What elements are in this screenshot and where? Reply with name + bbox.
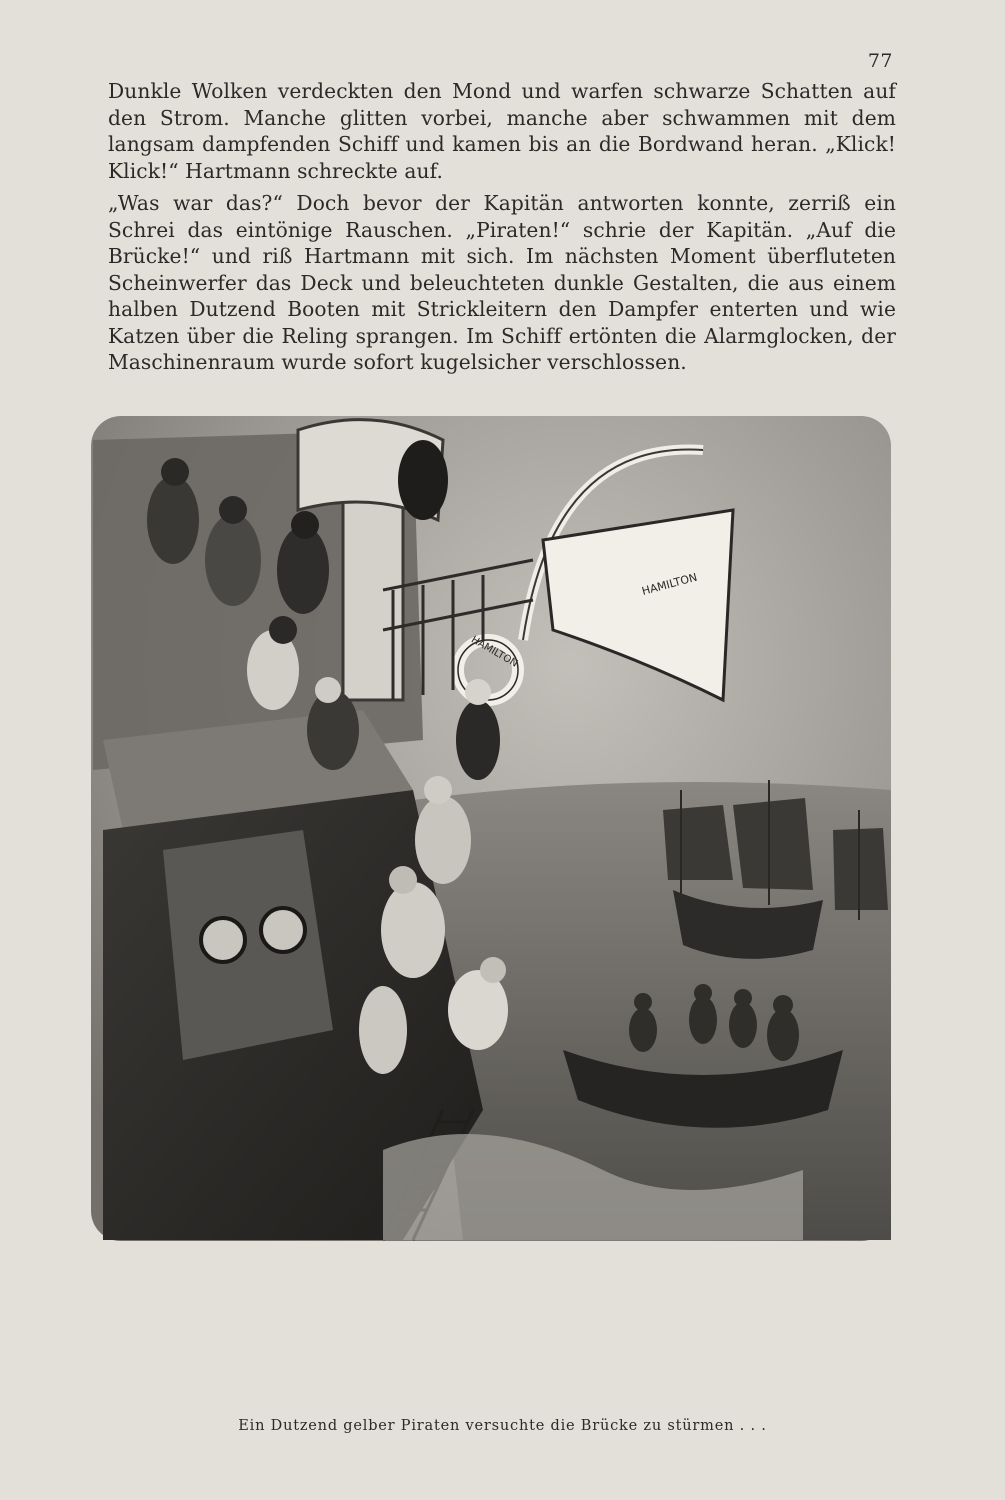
body-text [108,78,896,376]
hull-plate [163,830,333,1060]
pirate-attack-illustration [83,410,898,1245]
illustration-caption: Ein Dutzend gelber Piraten versuchte die Brücke zu stürmen . . . [238,1418,767,1434]
page-number: 77 [867,50,893,72]
illustration-drawing [83,410,898,1245]
porthole-1 [201,918,245,962]
porthole-2 [261,908,305,952]
lifeboat-name: HAMILTON [640,570,699,598]
paragraph-1: Dunkle Wolken verdeckten den Mond und warfen schwarze Schatten auf den Strom. Manche glitten vorbei, manche aber schwammen mit dem langsam dampfenden Schiff und kamen bis an die Bordwand heran. „Klick! Klick!“ Hartmann schreckte auf. [108,79,896,183]
paragraph-2: „Was war das?“ Doch bevor der Kapitän antworten konnte, zerriß ein Schrei das eintönige Rauschen. „Piraten!“ schrie der Kapitän. „Auf die Brücke!“ und riß Hartmann mit sich. Im nächsten Moment überfluteten Scheinwerfer das Deck und beleuchteten dunkle Gestalten, die aus einem halben Dutzend Booten mit Strickleitern den Dampfer enterten und wie Katzen über die Reling sprangen. Im Schiff ertönten die Alarmglocken, der Maschinenraum wurde sofort kugelsicher verschlossen. [108,191,896,374]
lifebuoy-name: HAMILTON [469,634,520,670]
